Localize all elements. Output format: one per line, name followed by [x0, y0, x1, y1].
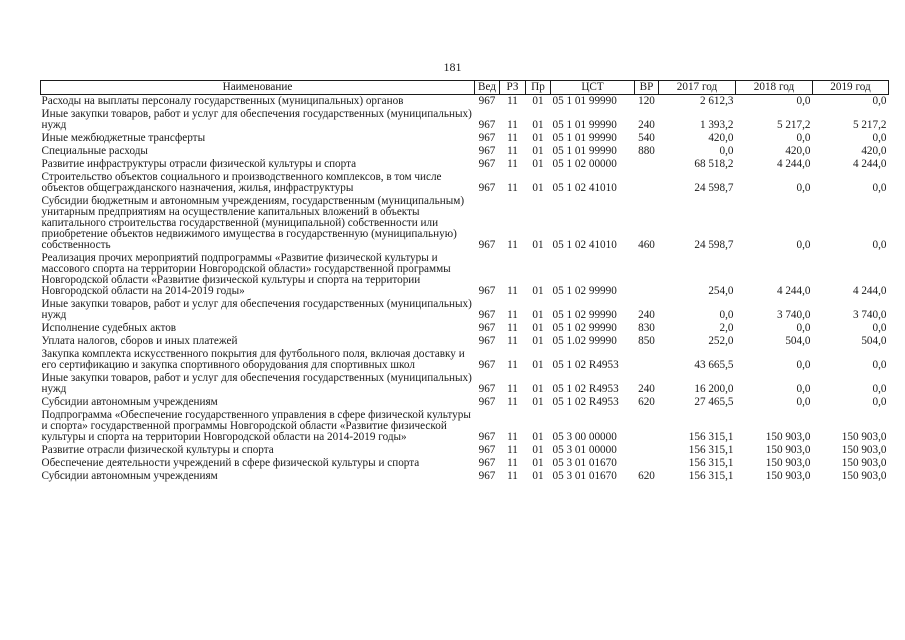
cell-ved: 967: [478, 444, 496, 456]
cell-cst: 05 1 01 99990: [552, 119, 617, 131]
header-2018: 2018 год: [736, 81, 813, 95]
cell-y2019: 3 740,0: [852, 309, 887, 321]
cell-pr: 01: [532, 457, 544, 469]
cell-name: Специальные расходы: [41, 145, 148, 157]
cell-ved: 967: [478, 470, 496, 482]
cell-rz: 11: [507, 383, 518, 395]
table-row: [41, 171, 889, 195]
cell-y2017: 1 393,2: [699, 119, 734, 131]
cell-vr: 120: [638, 95, 655, 107]
cell-vr: [635, 444, 659, 457]
cell-y2019: 150 903,0: [841, 457, 887, 469]
cell-ved: 967: [478, 239, 496, 251]
cell-cst: 05 3 00 00000: [552, 431, 617, 443]
table-row: [41, 372, 889, 396]
cell-y2017: 420,0: [708, 132, 734, 144]
cell-pr: 01: [532, 444, 544, 456]
cell-y2018: 4 244,0: [776, 285, 811, 297]
cell-y2019: 0,0: [872, 95, 887, 107]
header-rz: РЗ: [500, 81, 526, 95]
cell-pr: 01: [532, 145, 544, 157]
cell-rz: 11: [507, 444, 518, 456]
cell-name: Подпрограмма «Обеспечение государственного управления в сфере физической культуры и спорта» государственной программы Новгородской области «Развитие физической культуры и спорта на территории Новгородской области на 2014-2019 годы»: [41, 409, 471, 443]
cell-cst: 05 1 02 00000: [552, 158, 617, 170]
table-row: [41, 444, 889, 457]
cell-cst: 05 1 02 R4953: [552, 359, 619, 371]
cell-vr: 620: [638, 470, 655, 482]
cell-name: Развитие отрасли физической культуры и спорта: [41, 444, 274, 456]
cell-cst: 05 1 01 99990: [552, 145, 617, 157]
cell-vr: [635, 457, 659, 470]
cell-vr: 850: [638, 335, 655, 347]
cell-y2017: 43 665,5: [694, 359, 734, 371]
cell-y2018: 0,0: [796, 359, 811, 371]
cell-vr: 240: [638, 119, 655, 131]
cell-ved: 967: [478, 95, 496, 107]
table-row: [41, 145, 889, 158]
table-row: [41, 348, 889, 372]
cell-name: Развитие инфраструктуры отрасли физической культуры и спорта: [41, 158, 357, 170]
table-row: [41, 396, 889, 409]
cell-rz: 11: [507, 457, 518, 469]
cell-y2017: 2 612,3: [699, 95, 734, 107]
cell-cst: 05 1 02 41010: [552, 239, 617, 251]
cell-y2018: 0,0: [796, 396, 811, 408]
cell-y2019: 150 903,0: [841, 431, 887, 443]
table-row: [41, 252, 889, 298]
cell-pr: 01: [532, 470, 544, 482]
cell-y2018: 150 903,0: [765, 444, 811, 456]
table-row: [41, 195, 889, 252]
header-pr: Пр: [526, 81, 551, 95]
cell-rz: 11: [507, 158, 518, 170]
header-2017: 2017 год: [659, 81, 736, 95]
header-2019: 2019 год: [813, 81, 889, 95]
cell-rz: 11: [507, 132, 518, 144]
cell-vr: 540: [638, 132, 655, 144]
cell-rz: 11: [507, 119, 518, 131]
cell-y2019: 0,0: [872, 383, 887, 395]
cell-y2018: 150 903,0: [765, 431, 811, 443]
table-row: [41, 409, 889, 444]
cell-ved: 967: [478, 383, 496, 395]
cell-vr: [635, 171, 659, 195]
table-row: [41, 457, 889, 470]
cell-y2018: 0,0: [796, 182, 811, 194]
cell-y2019: 4 244,0: [852, 285, 887, 297]
budget-table: [40, 80, 889, 483]
cell-cst: 05 1 02 99990: [552, 309, 617, 321]
cell-vr: [635, 252, 659, 298]
table-row: [41, 322, 889, 335]
header-vr: ВР: [635, 81, 659, 95]
cell-y2017: 16 200,0: [694, 383, 734, 395]
cell-name: Строительство объектов социального и производственного комплексов, в том числе объектов общегражданского назначения, жилья, инфраструктуры: [41, 171, 442, 194]
cell-y2019: 4 244,0: [852, 158, 887, 170]
cell-y2018: 0,0: [796, 239, 811, 251]
cell-rz: 11: [507, 396, 518, 408]
cell-y2017: 0,0: [719, 145, 734, 157]
cell-cst: 05 1 01 99990: [552, 95, 617, 107]
cell-cst: 05 3 01 00000: [552, 444, 617, 456]
table-header-row: [41, 81, 889, 95]
cell-y2018: 5 217,2: [776, 119, 811, 131]
cell-rz: 11: [507, 431, 518, 443]
cell-name: Закупка комплекта искусственного покрытия для футбольного поля, включая доставку и его сертификацию и закупка спортивного оборудования для спортивных школ: [41, 348, 465, 371]
cell-ved: 967: [478, 309, 496, 321]
cell-y2017: 2,0: [719, 322, 734, 334]
cell-y2017: 156 315,1: [688, 470, 734, 482]
table-row: [41, 108, 889, 132]
cell-y2018: 504,0: [785, 335, 811, 347]
cell-y2017: 27 465,5: [694, 396, 734, 408]
cell-rz: 11: [507, 359, 518, 371]
cell-vr: [635, 409, 659, 444]
cell-rz: 11: [507, 285, 518, 297]
cell-cst: 05 1 02 99990: [552, 322, 617, 334]
header-ved: Вед: [475, 81, 500, 95]
cell-name: Иные закупки товаров, работ и услуг для обеспечения государственных (муниципальных) нужд: [41, 298, 472, 321]
cell-y2019: 0,0: [872, 359, 887, 371]
cell-y2018: 150 903,0: [765, 457, 811, 469]
cell-pr: 01: [532, 383, 544, 395]
cell-rz: 11: [507, 470, 518, 482]
table-body: [41, 95, 889, 484]
cell-rz: 11: [507, 145, 518, 157]
cell-rz: 11: [507, 95, 518, 107]
cell-y2019: 0,0: [872, 396, 887, 408]
cell-y2019: 0,0: [872, 239, 887, 251]
cell-y2017: 24 598,7: [694, 182, 734, 194]
cell-vr: 620: [638, 396, 655, 408]
page-number: 181: [443, 60, 462, 74]
cell-vr: 460: [638, 239, 655, 251]
cell-name: Иные закупки товаров, работ и услуг для обеспечения государственных (муниципальных) нужд: [41, 108, 472, 131]
cell-ved: 967: [478, 119, 496, 131]
cell-vr: [635, 348, 659, 372]
table-row: [41, 132, 889, 145]
cell-pr: 01: [532, 182, 544, 194]
cell-y2019: 504,0: [861, 335, 887, 347]
cell-y2018: 3 740,0: [776, 309, 811, 321]
cell-name: Обеспечение деятельности учреждений в сфере физической культуры и спорта: [41, 457, 420, 469]
cell-pr: 01: [532, 431, 544, 443]
cell-y2018: 0,0: [796, 95, 811, 107]
cell-y2017: 156 315,1: [688, 457, 734, 469]
cell-rz: 11: [507, 182, 518, 194]
cell-cst: 05 1 01 99990: [552, 132, 617, 144]
cell-y2018: 4 244,0: [776, 158, 811, 170]
cell-y2017: 252,0: [708, 335, 734, 347]
cell-y2019: 5 217,2: [852, 119, 887, 131]
cell-rz: 11: [507, 322, 518, 334]
cell-y2017: 24 598,7: [694, 239, 734, 251]
cell-ved: 967: [478, 457, 496, 469]
cell-name: Иные межбюджетные трансферты: [41, 132, 206, 144]
cell-rz: 11: [507, 239, 518, 251]
cell-vr: 240: [638, 309, 655, 321]
cell-y2018: 0,0: [796, 132, 811, 144]
table-row: [41, 335, 889, 348]
cell-pr: 01: [532, 335, 544, 347]
cell-cst: 05 1 02 99990: [552, 285, 617, 297]
table-row: [41, 298, 889, 322]
cell-y2018: 420,0: [785, 145, 811, 157]
cell-name: Уплата налогов, сборов и иных платежей: [41, 335, 238, 347]
cell-ved: 967: [478, 182, 496, 194]
cell-y2018: 150 903,0: [765, 470, 811, 482]
cell-pr: 01: [532, 158, 544, 170]
cell-y2019: 0,0: [872, 322, 887, 334]
cell-ved: 967: [478, 322, 496, 334]
cell-y2017: 156 315,1: [688, 444, 734, 456]
cell-y2017: 156 315,1: [688, 431, 734, 443]
cell-name: Субсидии бюджетным и автономным учреждениям, государственным (муниципальным) унитарным предприятиям на осуществление капитальных вложений в объекты капитального строительства государственной (муниципальной) собственности или приобретение объектов недвижимого имущества в государственную (муниципальную) собственность: [41, 195, 465, 251]
cell-pr: 01: [532, 359, 544, 371]
cell-ved: 967: [478, 396, 496, 408]
cell-ved: 967: [478, 145, 496, 157]
cell-pr: 01: [532, 95, 544, 107]
cell-vr: 830: [638, 322, 655, 334]
cell-name: Субсидии автономным учреждениям: [41, 470, 218, 482]
table-row: [41, 470, 889, 483]
cell-pr: 01: [532, 322, 544, 334]
cell-name: Исполнение судебных актов: [41, 322, 177, 334]
cell-pr: 01: [532, 396, 544, 408]
cell-pr: 01: [532, 119, 544, 131]
cell-y2019: 0,0: [872, 182, 887, 194]
cell-y2019: 0,0: [872, 132, 887, 144]
cell-ved: 967: [478, 132, 496, 144]
cell-y2019: 420,0: [861, 145, 887, 157]
header-name: Наименование: [41, 81, 475, 95]
cell-cst: 05 1 02 R4953: [552, 396, 619, 408]
cell-cst: 05 1.02 99990: [552, 335, 617, 347]
cell-name: Расходы на выплаты персоналу государственных (муниципальных) органов: [41, 95, 404, 107]
cell-ved: 967: [478, 158, 496, 170]
cell-y2018: 0,0: [796, 322, 811, 334]
cell-cst: 05 1 02 41010: [552, 182, 617, 194]
cell-y2019: 150 903,0: [841, 444, 887, 456]
table-row: [41, 158, 889, 171]
cell-name: Реализация прочих мероприятий подпрограммы «Развитие физической культуры и массового спорта на территории Новгородской области» государственной программы Новгородской области «Развитие физической культуры и спорта на территории Новгородской области на 2014-2019 годы»: [41, 252, 451, 297]
cell-cst: 05 1 02 R4953: [552, 383, 619, 395]
cell-y2017: 254,0: [708, 285, 734, 297]
cell-rz: 11: [507, 309, 518, 321]
cell-name: Иные закупки товаров, работ и услуг для обеспечения государственных (муниципальных) нужд: [41, 372, 472, 395]
cell-pr: 01: [532, 239, 544, 251]
cell-pr: 01: [532, 309, 544, 321]
cell-vr: 880: [638, 145, 655, 157]
cell-vr: 240: [638, 383, 655, 395]
cell-ved: 967: [478, 335, 496, 347]
cell-ved: 967: [478, 285, 496, 297]
cell-ved: 967: [478, 359, 496, 371]
cell-name: Субсидии автономным учреждениям: [41, 396, 218, 408]
table-row: [41, 95, 889, 109]
cell-y2019: 150 903,0: [841, 470, 887, 482]
cell-pr: 01: [532, 285, 544, 297]
header-cst: ЦСТ: [551, 81, 635, 95]
cell-vr: [635, 158, 659, 171]
cell-y2017: 0,0: [719, 309, 734, 321]
cell-rz: 11: [507, 335, 518, 347]
cell-cst: 05 3 01 01670: [552, 457, 617, 469]
cell-pr: 01: [532, 132, 544, 144]
cell-y2017: 68 518,2: [694, 158, 734, 170]
cell-cst: 05 3 01 01670: [552, 470, 617, 482]
cell-ved: 967: [478, 431, 496, 443]
cell-y2018: 0,0: [796, 383, 811, 395]
